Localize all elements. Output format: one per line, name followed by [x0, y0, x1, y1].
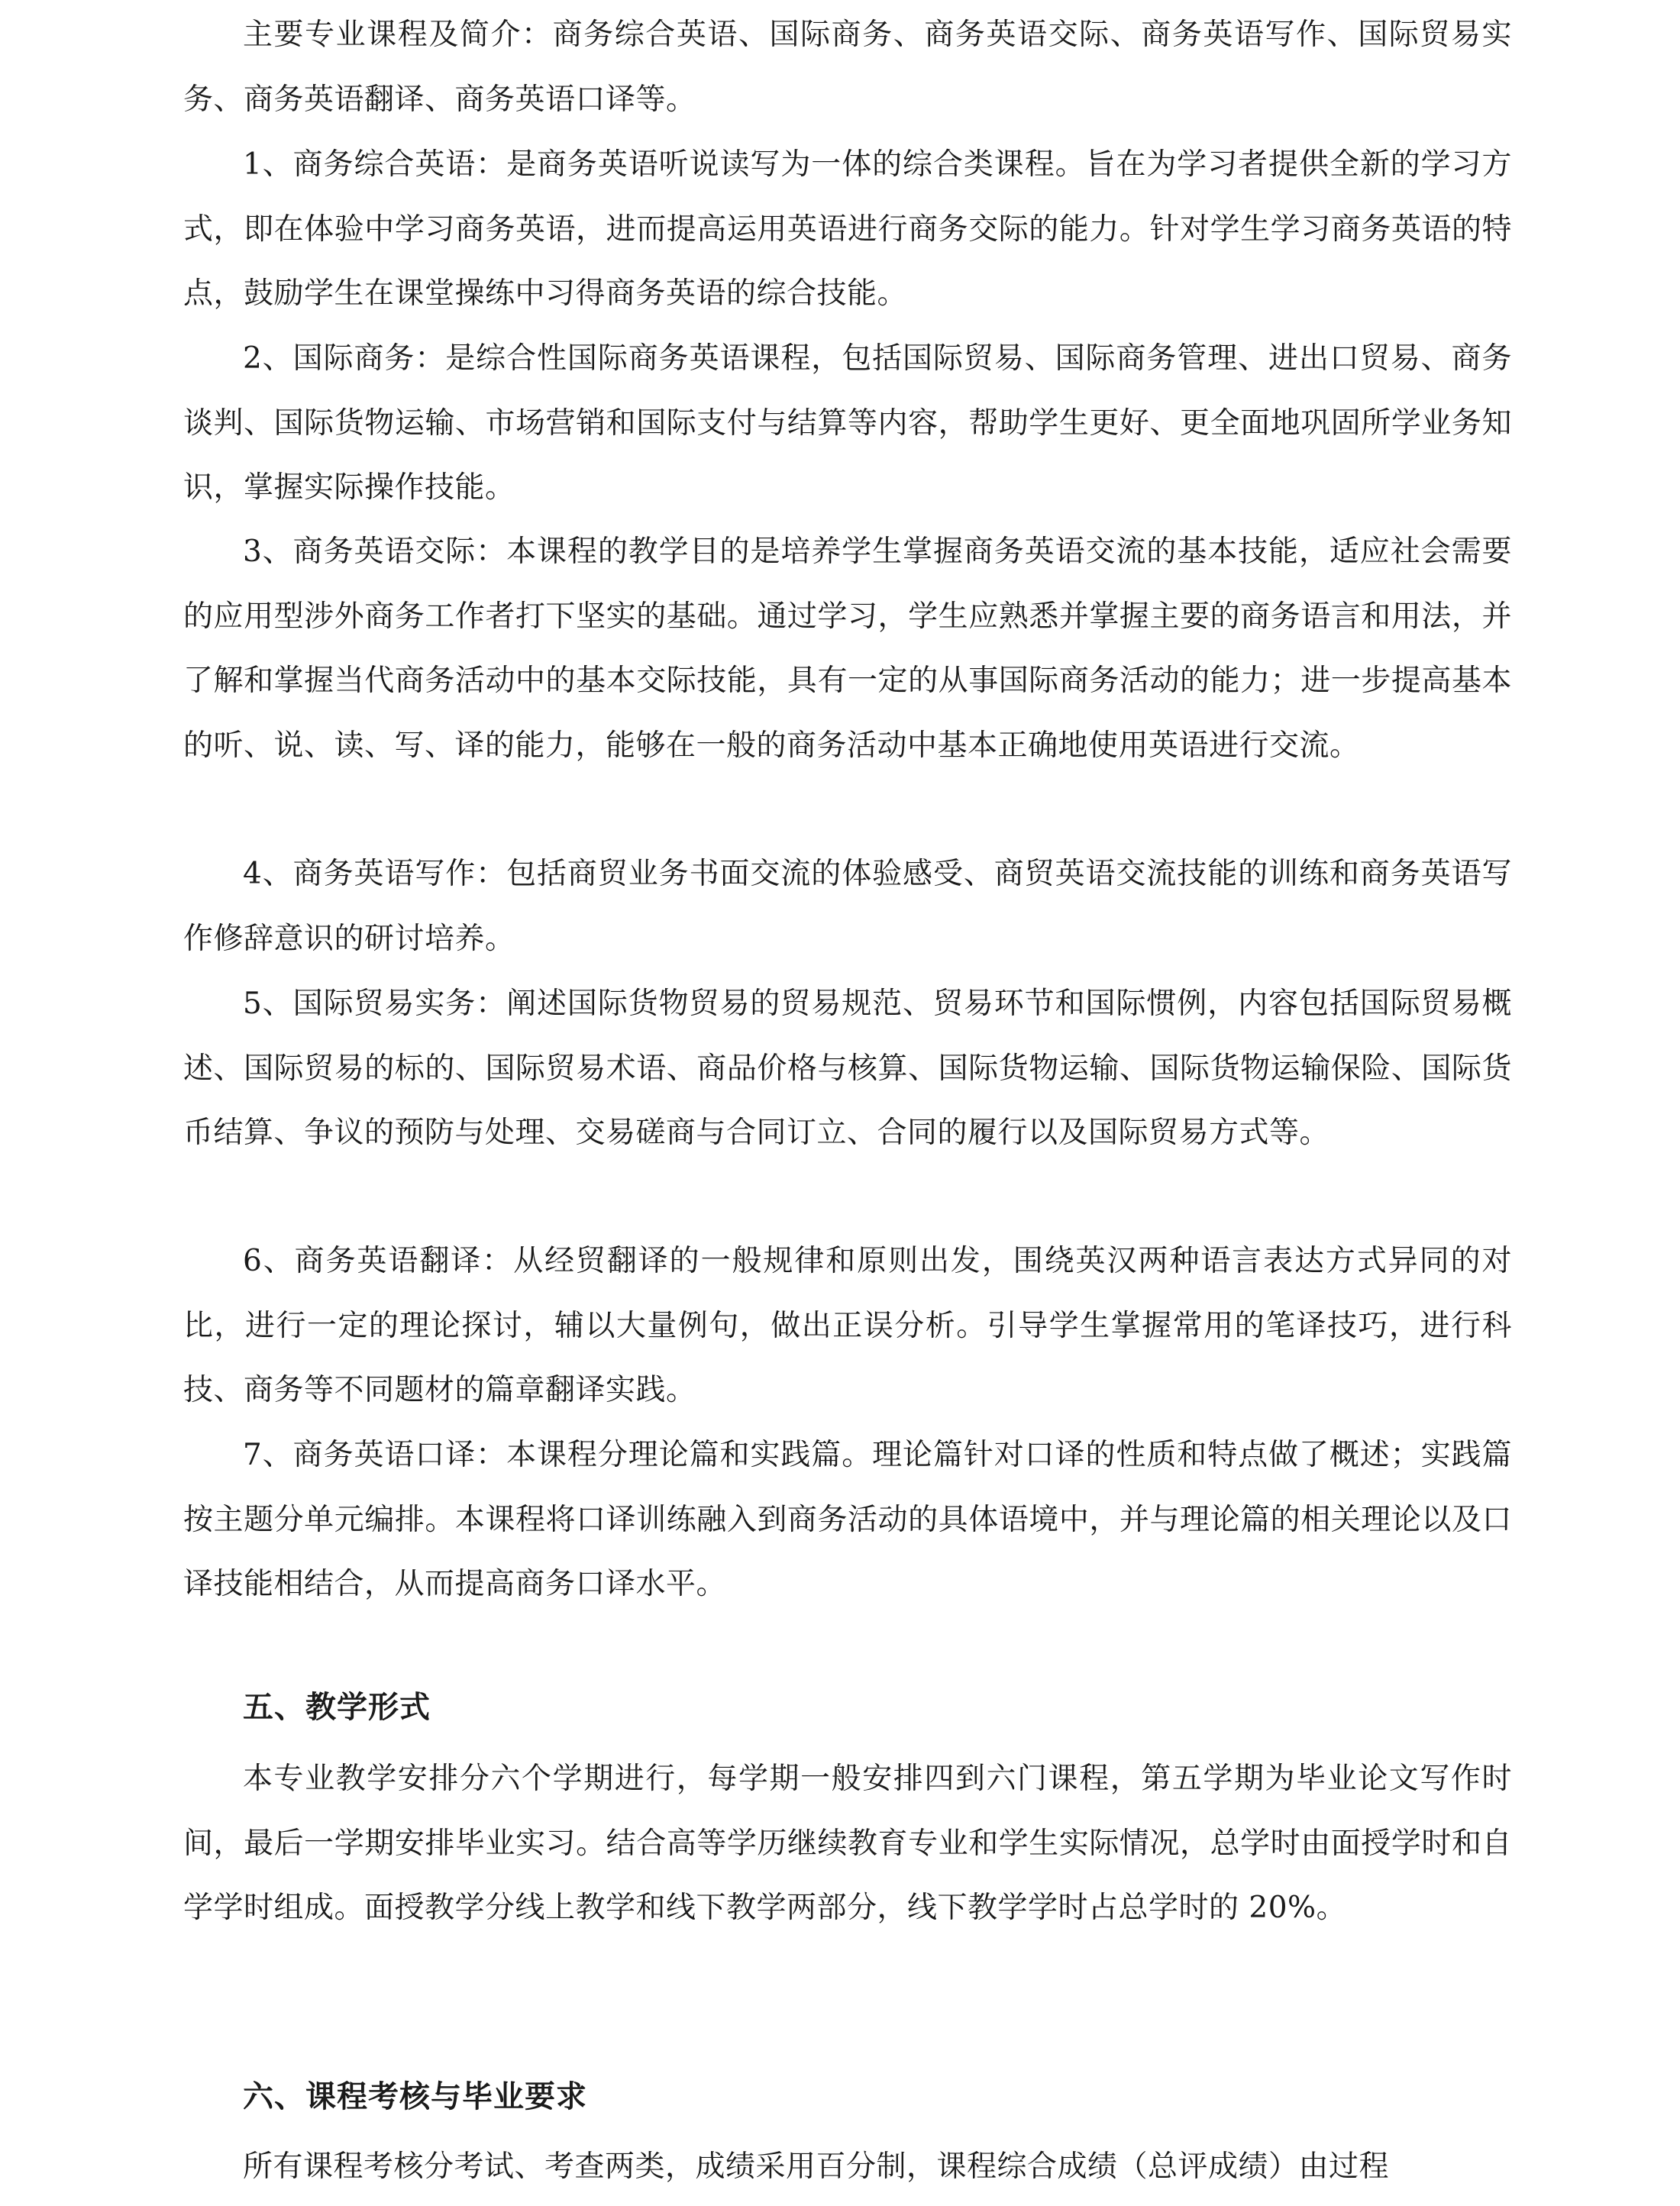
section-5-body: 本专业教学安排分六个学期进行，每学期一般安排四到六门课程，第五学期为毕业论文写作时间，最后一学期安排毕业实习。结合高等学历继续教育专业和学生实际情况，总学时由面授学时和自学学时组成。面授教学分线上教学和线下教学两部分，线下教学学时占总学时的 20%。 — [183, 1762, 1512, 1925]
section-5-heading: 五、教学形式 — [243, 1690, 431, 1725]
section-6-body: 所有课程考核分考试、考查两类，成绩采用百分制，课程综合成绩（总评成绩）由过程 — [243, 2149, 1390, 2184]
section-6-heading: 六、课程考核与毕业要求 — [243, 2079, 587, 2114]
document-page — [183, 0, 1512, 2206]
course-intro: 主要专业课程及简介：商务综合英语、国际商务、商务英语交际、商务英语写作、国际贸易实务、商务英语翻译、商务英语口译等。 — [183, 18, 1512, 117]
course-item-business-translation: 6、商务英语翻译：从经贸翻译的一般规律和原则出发，围绕英汉两种语言表达方式异同的对比，进行一定的理论探讨，辅以大量例句，做出正误分析。引导学生掌握常用的笔译技巧，进行科技、商务等不同题材的篇章翻译实践。 — [183, 1244, 1512, 1407]
course-item-business-communication: 3、商务英语交际：本课程的教学目的是培养学生掌握商务英语交流的基本技能，适应社会需要的应用型涉外商务工作者打下坚实的基础。通过学习，学生应熟悉并掌握主要的商务语言和用法，并了解和掌握当代商务活动中的基本交际技能，具有一定的从事国际商务活动的能力；进一步提高基本的听、说、读、写、译的能力，能够在一般的商务活动中基本正确地使用英语进行交流。 — [183, 535, 1512, 763]
course-item-international-business: 2、国际商务：是综合性国际商务英语课程，包括国际贸易、国际商务管理、进出口贸易、商务谈判、国际货物运输、市场营销和国际支付与结算等内容，帮助学生更好、更全面地巩固所学业务知识，掌握实际操作技能。 — [183, 341, 1512, 505]
course-item-business-writing: 4、商务英语写作：包括商贸业务书面交流的体验感受、商贸英语交流技能的训练和商务英语写作修辞意识的研讨培养。 — [183, 857, 1512, 956]
course-item-international-trade: 5、国际贸易实务：阐述国际货物贸易的贸易规范、贸易环节和国际惯例，内容包括国际贸易概述、国际贸易的标的、国际贸易术语、商品价格与核算、国际货物运输、国际货物运输保险、国际货币结算、争议的预防与处理、交易磋商与合同订立、合同的履行以及国际贸易方式等。 — [183, 987, 1512, 1150]
course-item-business-english: 1、商务综合英语：是商务英语听说读写为一体的综合类课程。旨在为学习者提供全新的学习方式，即在体验中学习商务英语，进而提高运用英语进行商务交际的能力。针对学生学习商务英语的特点，鼓励学生在课堂操练中习得商务英语的综合技能。 — [183, 147, 1512, 311]
course-item-business-interpreting: 7、商务英语口译：本课程分理论篇和实践篇。理论篇针对口译的性质和特点做了概述；实践篇按主题分单元编排。本课程将口译训练融入到商务活动的具体语境中，并与理论篇的相关理论以及口译技能相结合，从而提高商务口译水平。 — [183, 1438, 1512, 1601]
